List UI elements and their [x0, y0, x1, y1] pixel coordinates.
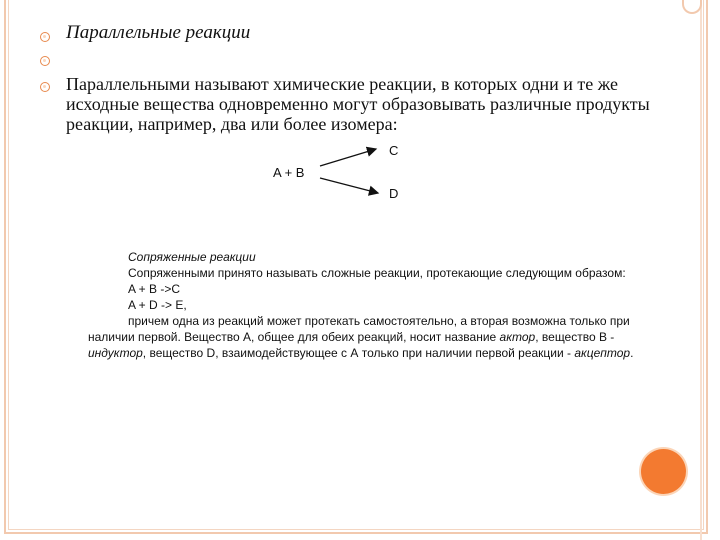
product-d-label: D — [389, 186, 399, 201]
slide-title: Параллельные реакции — [66, 22, 251, 43]
equation-2: A + D -> E, — [128, 298, 187, 312]
term-actor: актор — [499, 330, 536, 344]
product-c-label: C — [389, 143, 399, 158]
coupled-text-3: , вещество D, взаимодействующее с А только при наличии первой реакции - — [142, 346, 572, 360]
coupled-text-1: причем одна из реакций может протекать самостоятельно, а вторая возможна только при наличии первой. Вещество А, общее для обеих реакций, носит название — [88, 314, 630, 344]
coupled-intro: Сопряженными принято называть сложные реакции, протекающие следующим образом: — [128, 266, 626, 280]
coupled-text-2: , вещество В - — [535, 330, 615, 344]
coupled-text-4: . — [630, 346, 634, 360]
coupled-heading: Сопряженные реакции — [128, 250, 256, 264]
definition-paragraph: Параллельными называют химические реакции, в которых одни и те же исходные вещества одновременно могут образовывать различные продукты реакции, например, два или более изомера: — [66, 74, 650, 134]
arrow-to-d — [320, 178, 378, 193]
term-inductor: индуктор — [88, 346, 143, 360]
decorative-orange-circle — [641, 449, 686, 494]
term-acceptor: акцептор — [574, 346, 631, 360]
equation-1: A + B ->C — [128, 282, 181, 296]
reactants-label: A + B — [273, 165, 305, 180]
arrow-to-c — [320, 149, 376, 166]
coupled-reactions-block — [88, 249, 648, 361]
